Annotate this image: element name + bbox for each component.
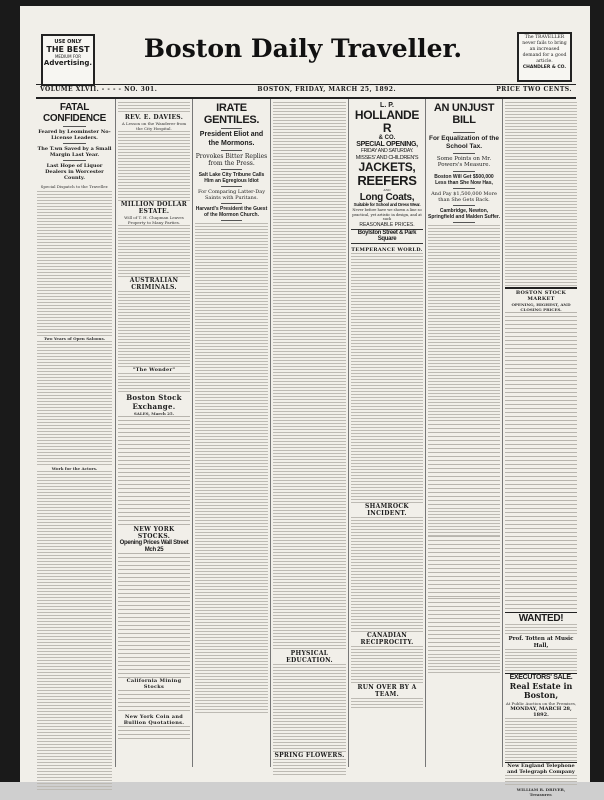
deck: Will of T. H. Chapman Leaves Property to Many Parties. [124, 215, 184, 225]
article-irate-gentiles [195, 102, 268, 713]
divider [221, 186, 243, 187]
ad-address: Boylston Street & Park Square [351, 229, 423, 244]
ad-headline: New England Telephone and Telegraph Company [507, 763, 575, 776]
column-7 [505, 102, 577, 797]
ad-headline: "The Wonder" [132, 367, 176, 373]
subhead: Work for the Actors. [51, 466, 98, 471]
article-body [37, 471, 112, 791]
article-body [273, 664, 346, 752]
article-body [505, 624, 577, 636]
divider [453, 132, 475, 133]
ad-text: L. P. [380, 102, 394, 109]
left-ear-box [41, 34, 95, 86]
hollander-advertisement [351, 102, 423, 244]
deck: President Eliot and the Mormons. [199, 131, 264, 147]
ad-text: FRIDAY AND SATURDAY. [360, 148, 414, 155]
stock-table [118, 553, 190, 678]
tax-table [428, 420, 500, 508]
divider [221, 203, 243, 204]
article-body [505, 649, 577, 673]
article-body [273, 102, 346, 650]
headline: WANTED! [518, 613, 564, 624]
column-rule [192, 99, 193, 767]
headline: SPRING FLOWERS. [274, 752, 345, 759]
ad-text: & CO. [378, 135, 396, 142]
tax-table [428, 536, 500, 598]
stock-table [118, 416, 190, 526]
divider [36, 97, 576, 99]
divider [36, 84, 576, 85]
divider [63, 160, 86, 161]
ad-text: JACKETS, [358, 159, 416, 174]
ear-company: CHANDLER & CO. [522, 65, 567, 70]
divider [453, 205, 475, 206]
headline: AN UNJUST BILL [433, 102, 495, 127]
deck: Cambridge, Newton, Springfield and Malden Suffer. [428, 207, 500, 220]
deck: Last Hope of Liquor Dealers in Worcester County. [45, 163, 104, 181]
ad-text: Suitable for School and Dress Wear. [353, 202, 421, 208]
article-body [37, 191, 112, 336]
ad-headline: Real Estate in Boston, [509, 680, 573, 701]
article-unjust-bill [428, 102, 500, 674]
column-rule [425, 99, 426, 767]
column-rule [270, 99, 271, 767]
ad-text: AND [383, 188, 391, 193]
article-body [118, 225, 190, 277]
column-rule [502, 99, 503, 767]
deck: Some Points on Mr. Powers's Measure. [436, 155, 492, 169]
headline: California Mining Stocks [126, 678, 182, 691]
dispatch-line: Special Dispatch to the Traveller. [40, 184, 109, 189]
tax-table [428, 598, 500, 654]
divider [221, 150, 243, 151]
column-4 [273, 102, 346, 775]
deck: For Comparing Latter-Day Saints with Puritans. [197, 189, 266, 202]
signature-line: WILLIAM R. DRIVER, Treasurer. [516, 787, 566, 798]
deck: Provokes Bitter Replies from the Press. [195, 152, 268, 168]
article-body [351, 646, 423, 684]
divider [221, 128, 243, 129]
ad-text: REASONABLE PRICES. [359, 221, 415, 228]
issue-date: BOSTON, FRIDAY, MARCH 25, 1892. [257, 86, 397, 93]
deck: A Lesson on the Wanderer from the City Hospital. [121, 121, 187, 131]
ad-brand: HOLLANDER [354, 108, 420, 136]
headline: PHYSICAL EDUCATION. [286, 650, 333, 664]
article-body [351, 517, 423, 632]
headline: CANADIAN RECIPROCITY. [360, 631, 414, 646]
divider [221, 220, 243, 221]
volume-number: VOLUME XLVII. - - - - NO. 301. [40, 86, 158, 93]
column-rule [115, 99, 116, 767]
divider [453, 188, 475, 189]
headline: FATAL CONFIDENCE [42, 102, 107, 124]
ad-text: REEFERS [357, 172, 417, 188]
article-body [118, 102, 190, 114]
article-body [428, 654, 500, 674]
column-rule [348, 99, 349, 767]
deck: SALES, March 25. [133, 411, 175, 416]
headline: SHAMROCK INCIDENT. [365, 502, 409, 517]
article-body [37, 341, 112, 466]
divider [63, 143, 86, 144]
headline: RUN OVER BY A TEAM. [357, 683, 417, 698]
deck: Boston Will Get $500,000 Less than She Now Has, [434, 173, 494, 186]
ear-text: Advertising. [43, 59, 93, 67]
divider [505, 287, 577, 289]
article-body [195, 223, 268, 713]
divider [221, 169, 243, 170]
headline: Boston Stock Exchange. [126, 393, 182, 411]
article-body [505, 775, 577, 787]
auction-date: MONDAY, MARCH 28, 1892. [510, 706, 572, 719]
headline: BOSTON STOCK MARKET [515, 290, 567, 302]
headline: REV. E. DAVIES. [124, 114, 184, 121]
ear-text: USE ONLY [54, 39, 82, 45]
headline: NEW YORK STOCKS. [133, 526, 175, 540]
headline: EXECUTORS' SALE. [509, 674, 573, 682]
deck: Opening Prices Wall Street Mch 25 [119, 540, 189, 553]
column-2 [118, 102, 190, 740]
article-body [428, 225, 500, 420]
article-body [505, 718, 577, 762]
divider [453, 171, 475, 172]
ear-text: THE BEST [46, 45, 90, 54]
deck: For Equalization of the School Tax. [428, 135, 500, 150]
price: PRICE TWO CENTS. [496, 86, 572, 93]
right-ear-box [517, 32, 572, 82]
headline: TEMPERANCE WORLD. [351, 246, 423, 253]
ad-text: SPECIAL OPENING, [356, 141, 418, 149]
article-body [118, 131, 190, 201]
newspaper-title: Boston Daily Traveller. [143, 34, 463, 63]
deck: Harvard's President the Guest of the Mormon Church. [195, 206, 268, 219]
ad-text: Prof. Totten at Music Hall, [508, 636, 574, 649]
article-body [428, 508, 500, 536]
divider [453, 153, 475, 154]
deck: Feared by Leominster No-License Leaders. [38, 129, 111, 141]
dateline [40, 86, 572, 93]
article-body [505, 102, 577, 286]
deck: And Pay $1,500,000 More than She Gets Back. [431, 190, 497, 203]
subhead: Two Years of Open Saloons. [43, 336, 106, 341]
deck: OPENING, HIGHEST, AND CLOSING PRICES. [511, 302, 571, 312]
ad-text: At Public Auction on the Premises, [505, 701, 577, 707]
ad-text: Long Coats, [359, 192, 415, 204]
deck: Salt Lake City Tribune Calls Him an Egregious Idiot [198, 172, 265, 185]
ear-text: The TRAVELLER never fails to bring an increased demand for a good article. [522, 35, 567, 64]
article-body [118, 373, 190, 393]
article-body [118, 291, 190, 367]
headline: AUSTRALIAN CRIMINALS. [129, 277, 179, 291]
article-body [351, 253, 423, 503]
stock-table [118, 726, 190, 740]
article-fatal-confidence [37, 102, 112, 791]
ear-text: MEDIUM FOR [54, 54, 82, 59]
headline: MILLION DOLLAR ESTATE. [120, 201, 188, 215]
divider [63, 126, 86, 127]
column-5 [351, 102, 423, 710]
divider [453, 222, 475, 223]
stock-table [505, 312, 577, 612]
headline: IRATE GENTILES. [203, 102, 260, 127]
ad-text: MISSES' AND CHILDREN'S [355, 154, 419, 161]
stock-table [118, 690, 190, 714]
ad-text: Never before have we shown a line so practical, yet artistic in design, and at such [352, 208, 422, 222]
article-body [351, 698, 423, 710]
headline: New York Coin and Bullion Quotations. [123, 714, 185, 727]
article-body [273, 759, 346, 775]
deck: The T.wn Saved by a Small Margin Last Year. [37, 146, 112, 158]
